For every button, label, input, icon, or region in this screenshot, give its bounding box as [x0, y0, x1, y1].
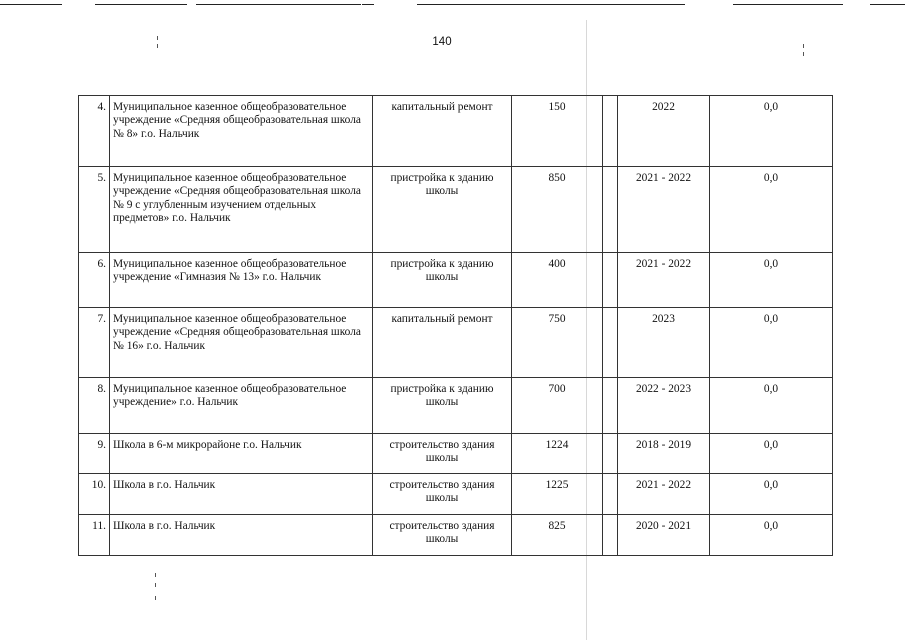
institution-name: Муниципальное казенное общеобразовательное учреждение «Средняя общеобразовательная школа № 16» г.о. Нальчик [110, 308, 373, 378]
objects-table [78, 95, 833, 556]
spacer-cell [603, 96, 618, 167]
spacer-cell [603, 474, 618, 515]
institution-name: Муниципальное казенное общеобразовательное учреждение «Средняя общеобразовательная школа № 8» г.о. Нальчик [110, 96, 373, 167]
scan-rule [417, 4, 685, 5]
years: 2021 - 2022 [618, 474, 710, 515]
table-row [79, 308, 833, 378]
table-row [79, 474, 833, 515]
spacer-cell [603, 253, 618, 308]
row-number: 10. [79, 474, 110, 515]
capacity-value: 150 [512, 96, 603, 167]
capacity-value: 1224 [512, 434, 603, 474]
capacity-value: 700 [512, 378, 603, 434]
capacity-value: 850 [512, 167, 603, 253]
years: 2021 - 2022 [618, 167, 710, 253]
scan-speck [157, 44, 158, 48]
row-number: 7. [79, 308, 110, 378]
spacer-cell [603, 167, 618, 253]
amount: 0,0 [710, 308, 833, 378]
spacer-cell [603, 308, 618, 378]
amount: 0,0 [710, 474, 833, 515]
table-row [79, 253, 833, 308]
work-type: пристройка к зданию школы [373, 167, 512, 253]
amount: 0,0 [710, 515, 833, 556]
institution-name: Школа в 6-м микрорайоне г.о. Нальчик [110, 434, 373, 474]
institution-name: Муниципальное казенное общеобразовательное учреждение «Гимназия № 13» г.о. Нальчик [110, 253, 373, 308]
capacity-value: 400 [512, 253, 603, 308]
page-number: 140 [432, 36, 452, 48]
years: 2022 - 2023 [618, 378, 710, 434]
years: 2021 - 2022 [618, 253, 710, 308]
spacer-cell [603, 434, 618, 474]
institution-name: Муниципальное казенное общеобразовательное учреждение «Средняя общеобразовательная школа № 9 с углубленным изучением отдельных предметов» г.о. Нальчик [110, 167, 373, 253]
amount: 0,0 [710, 378, 833, 434]
spacer-cell [603, 515, 618, 556]
work-type: пристройка к зданию школы [373, 253, 512, 308]
institution-name: Школа в г.о. Нальчик [110, 515, 373, 556]
capacity-value: 825 [512, 515, 603, 556]
work-type: строительство здания школы [373, 434, 512, 474]
work-type: строительство здания школы [373, 515, 512, 556]
table-row [79, 167, 833, 253]
amount: 0,0 [710, 96, 833, 167]
table-row [79, 96, 833, 167]
table-row [79, 515, 833, 556]
scan-speck [155, 596, 156, 600]
scan-rule [0, 4, 62, 5]
row-number: 4. [79, 96, 110, 167]
row-number: 11. [79, 515, 110, 556]
row-number: 6. [79, 253, 110, 308]
work-type: пристройка к зданию школы [373, 378, 512, 434]
row-number: 9. [79, 434, 110, 474]
years: 2023 [618, 308, 710, 378]
scan-rule [362, 4, 374, 5]
table-row [79, 434, 833, 474]
years: 2020 - 2021 [618, 515, 710, 556]
scan-speck [155, 573, 156, 577]
scan-speck [803, 44, 804, 48]
amount: 0,0 [710, 253, 833, 308]
amount: 0,0 [710, 434, 833, 474]
years: 2018 - 2019 [618, 434, 710, 474]
years: 2022 [618, 96, 710, 167]
work-type: капитальный ремонт [373, 96, 512, 167]
table-row [79, 378, 833, 434]
work-type: строительство здания школы [373, 474, 512, 515]
institution-name: Муниципальное казенное общеобразовательное учреждение» г.о. Нальчик [110, 378, 373, 434]
scan-rule [95, 4, 187, 5]
scan-speck [803, 52, 804, 56]
amount: 0,0 [710, 167, 833, 253]
row-number: 8. [79, 378, 110, 434]
row-number: 5. [79, 167, 110, 253]
capacity-value: 1225 [512, 474, 603, 515]
work-type: капитальный ремонт [373, 308, 512, 378]
table-body [79, 96, 833, 556]
institution-name: Школа в г.о. Нальчик [110, 474, 373, 515]
spacer-cell [603, 378, 618, 434]
scan-speck [157, 36, 158, 40]
capacity-value: 750 [512, 308, 603, 378]
scan-rule [733, 4, 843, 5]
scan-rule [196, 4, 361, 5]
scan-rule [870, 4, 905, 5]
scan-speck [155, 583, 156, 587]
